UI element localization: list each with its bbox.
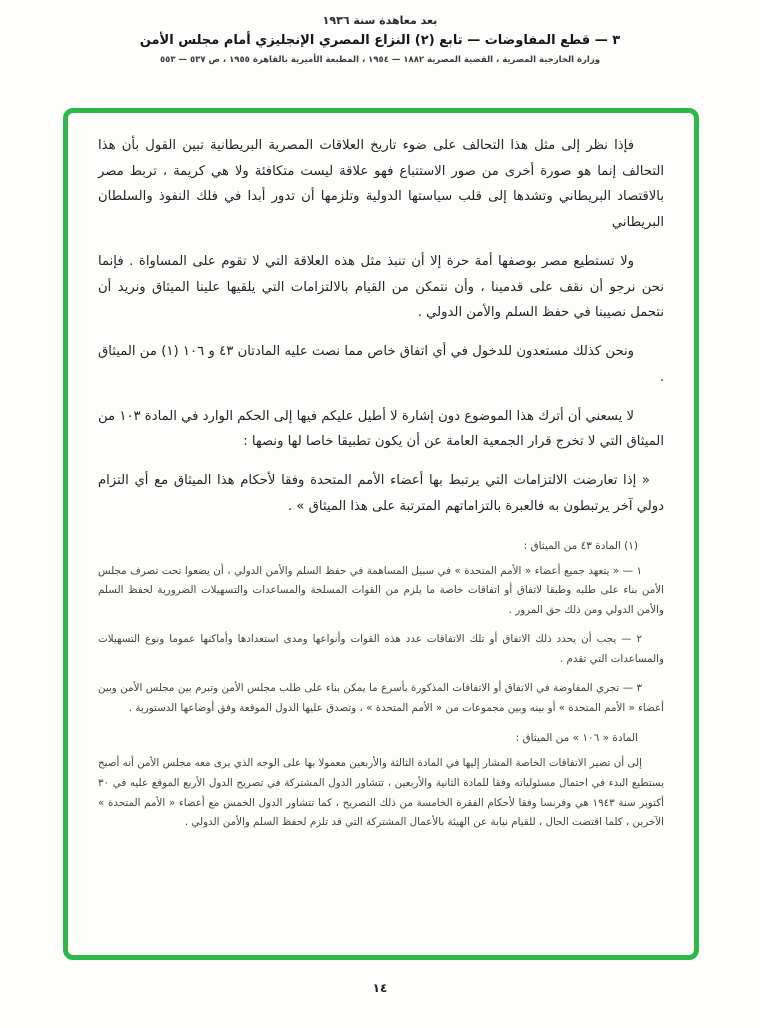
footnote-item: ٢ — يجب أن يحدد ذلك الاتفاق أو تلك الاتفاقات عدد هذه القوات وأنواعها ومدى استعدادها وأماكنها عموما ونوع التسهيلات والمساعدات التي تقدم .: [98, 633, 664, 665]
footnote-item: ٣ — تجري المفاوضة في الاتفاق أو الاتفاقات المذكورة بأسرع ما يمكن بناء على طلب مجلس الأمن وتبرم بين مجلس الأمن وبين أعضاء « الأمم المتحدة » أو بينه وبين مجموعات من « الأمم المتحدة » ، وتصدق عليها الدول الموقعة وفق أوضاعها الدستورية .: [98, 682, 664, 714]
body-paragraph: ولا تستطيع مصر بوصفها أمة حرة إلا أن تنبذ مثل هذه العلاقة التي لا تقوم على المساواة . فإنما نحن نرجو أن نقف على قدمينا ، وأن نتمكن من القيام بالالتزامات التي يلقيها علينا الميثاق ونريد أن نتحمل نصيبنا في حفظ السلم والأمن الدولي .: [98, 253, 664, 321]
green-highlight-frame: [63, 108, 699, 960]
document-body: [98, 133, 664, 520]
body-quote-paragraph: « إذا تعارضت الالتزامات التي يرتبط بها أعضاء الأمم المتحدة وفقا لأحكام هذا الميثاق مع أي التزام دولي آخر يرتبطون به فالعبرة بالتزاماتهم المترتبة على هذا الميثاق » .: [98, 473, 664, 514]
footnote-heading-article43: (١) المادة ٤٣ من الميثاق :: [523, 539, 638, 552]
header-source-line: وزارة الخارجية المصرية ، القضية المصرية ١٨٨٢ — ١٩٥٤ ، المطبعة الأميرية بالقاهرة ١٩٥٥ ، ص ٥٣٧ — ٥٥٣: [159, 55, 601, 65]
footnote-item: ١ — « يتعهد جميع أعضاء « الأمم المتحدة » في سبيل المساهمة في حفظ السلم والأمن الدولي ، أن يضعوا تحت تصرف مجلس الأمن بناء على طلبه وطبقا لاتفاق أو اتفاقات خاصة ما يلزم من القوات المسلحة والمساعدات والتسهيلات الضرورية لحفظ السلم والأمن الدولي ومن ذلك حق المرور .: [98, 564, 664, 616]
page-footer: [0, 977, 760, 996]
body-paragraph: لا يسعني أن أترك هذا الموضوع دون إشارة لا أطيل عليكم فيها إلى الحكم الوارد في المادة ١٠٣ من الميثاق التي لا تخرج قرار الجمعية العامة عن أن يكون تطبيقا خاصا لها ونصها :: [98, 408, 664, 450]
header-era-line: بعد معاهدة سنة ١٩٣٦: [322, 14, 438, 27]
footnotes-section: [98, 540, 664, 833]
page-number: ١٤: [372, 981, 388, 995]
footnote-heading-article106: المادة « ١٠٦ » من الميثاق :: [515, 732, 638, 745]
body-paragraph: فإذا نظر إلى مثل هذا التحالف على ضوء تاريخ العلاقات المصرية البريطانية تبين القول بأن هذا التحالف إنما هو صورة أخرى من صور الاستتباع فهو علاقة ليست متكافئة ولا هي كريمة ، تربط مصر بالاقتصاد البريطاني وتشدها إلى قلب سياستها الدولية وتلزمها أن تدور أبدا في فلك النفوذ والسلطان البريطاني: [98, 138, 664, 231]
page-header: [0, 14, 760, 65]
header-title-line: ٣ — قطع المفاوضات — تابع (٢) النزاع المصري الإنجليزي أمام مجلس الأمن: [139, 33, 621, 48]
body-paragraph: ونحن كذلك مستعدون للدخول في أي اتفاق خاص مما نصت عليه المادتان ٤٣ و ١٠٦ (١) من الميثاق .: [98, 344, 664, 385]
footnote-article106-text: إلى أن تصير الاتفاقات الخاصة المشار إليها في المادة الثالثة والأربعين معمولا بها على الوجه الذي يرى معه مجلس الأمن أنه أصبح يستطيع البدء في احتمال مسئولياته وفقا للمادة الثانية والأربعين ، تتشاور الدول المشتركة في تصريح الدول الأربع الموقع عليه في ٣٠ أكتوبر سنة ١٩٤٣ هي وفرنسا وفقا لأحكام الفقرة الخامسة من ذلك التصريح ، كما تتشاور الدول الخمس مع أعضاء « الأمم المتحدة » الآخرين ، كلما اقتضت الحال ، للقيام نيابة عن الهيئة بالأعمال المشتركة التي قد تلزم لحفظ السلم والأمن الدولي .: [98, 757, 664, 829]
